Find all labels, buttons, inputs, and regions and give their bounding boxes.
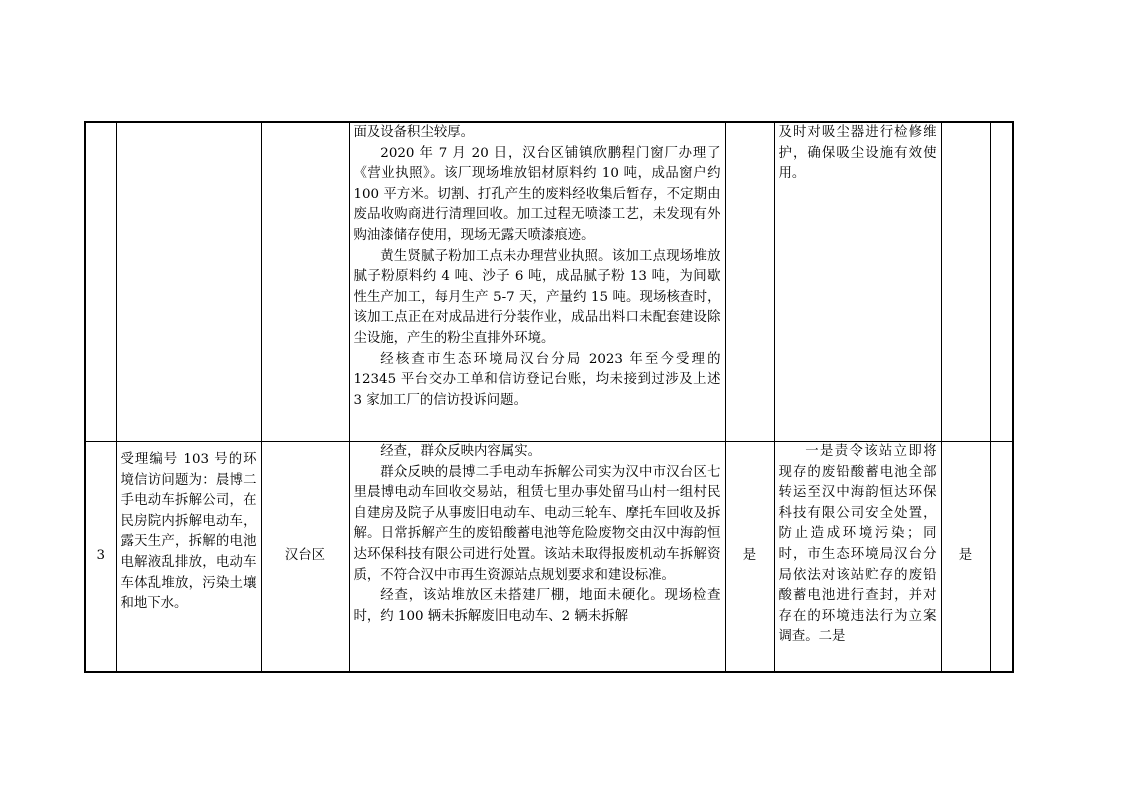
facts-paragraph: 群众反映的晨博二手电动车拆解公司实为汉中市汉台区七里晨博电动车回收交易站，租赁七里办事处留马山村一组村民自建房及院子从事废旧电动车、电动三轮车、摩托车回收及拆解。日常拆解产生的废铅酸蓄电池等危险废物交由汉中海韵恒达环保科技有限公司进行处置。该站未取得报废机动车拆解资质，不符合汉中市再生资源站点规划要求和建设标准。 bbox=[353, 464, 721, 583]
is-resolved-cell: 是 bbox=[941, 442, 990, 673]
document-table bbox=[84, 121, 1014, 673]
facts-paragraph: 经查，该站堆放区未搭建厂棚，地面未硬化。现场检查时，约 100 辆未拆解废旧电动车、2 辆未拆解 bbox=[353, 588, 721, 624]
facts-paragraph: 2020 年 7 月 20 日，汉台区铺镇欣鹏程门窗厂办理了《营业执照》。该厂现场堆放铝材原料约 10 吨，成品窗户约 100 平方米。切割、打孔产生的废料经收集后暂存，不定期由废品收购商进行清理回收。加工过程无喷漆工艺，未发现有外购油漆储存使用，现场无露天喷漆痕迹。 bbox=[353, 145, 721, 243]
measures-paragraph: 一是责令该站立即将现存的废铅酸蓄电池全部转运至汉中海韵恒达环保科技有限公司安全处置，防止造成环境污染；同时，市生态环境局汉台分局依法对该站贮存的废铅酸蓄电池进行查封，并对存在的环境违法行为立案调查。二是 bbox=[778, 444, 937, 645]
is-resolved-cell bbox=[941, 122, 990, 442]
facts-paragraph: 面及设备积尘较厚。 bbox=[353, 125, 475, 140]
facts-cell bbox=[349, 122, 725, 442]
is-true-cell: 是 bbox=[725, 442, 774, 673]
facts-paragraph: 经核查市生态环境局汉台分局 2023 年至今受理的 12345 平台交办工单和信访登记台账，均未接到过涉及上述 3 家加工厂的信访投诉问题。 bbox=[353, 351, 721, 408]
facts-paragraph: 黄生贤腻子粉加工点未办理营业执照。该加工点现场堆放腻子粉原料约 4 吨、沙子 6 吨，成品腻子粉 13 吨，为间歇性生产加工，每月生产 5-7 天，产量约 15 吨。现场核查时，该加工点正在对成品进行分装作业，成品出料口未配套建设除尘设施，产生的粉尘直排外环境。 bbox=[353, 248, 721, 346]
district-cell bbox=[261, 122, 349, 442]
row-index: 3 bbox=[85, 442, 116, 673]
district-cell: 汉台区 bbox=[261, 442, 349, 673]
issue-cell bbox=[116, 442, 261, 673]
measures-cell bbox=[774, 442, 941, 673]
facts-cell bbox=[349, 442, 725, 673]
measures-cell bbox=[774, 122, 941, 442]
table-row bbox=[85, 442, 1013, 673]
row-index bbox=[85, 122, 116, 442]
table-row bbox=[85, 122, 1013, 442]
issue-paragraph: 受理编号 103 号的环境信访问题为：晨博二手电动车拆解公司，在民房院内拆解电动车，露天生产，拆解的电池电解液乱排放，电动车车体乱堆放，污染土壤和地下水。 bbox=[120, 452, 257, 612]
facts-paragraph: 经查，群众反映内容属实。 bbox=[380, 444, 541, 459]
remarks-cell bbox=[990, 122, 1013, 442]
remarks-cell bbox=[990, 442, 1013, 673]
issue-cell bbox=[116, 122, 261, 442]
is-true-cell bbox=[725, 122, 774, 442]
measures-paragraph: 及时对吸尘器进行检修维护，确保吸尘设施有效使用。 bbox=[778, 125, 937, 182]
